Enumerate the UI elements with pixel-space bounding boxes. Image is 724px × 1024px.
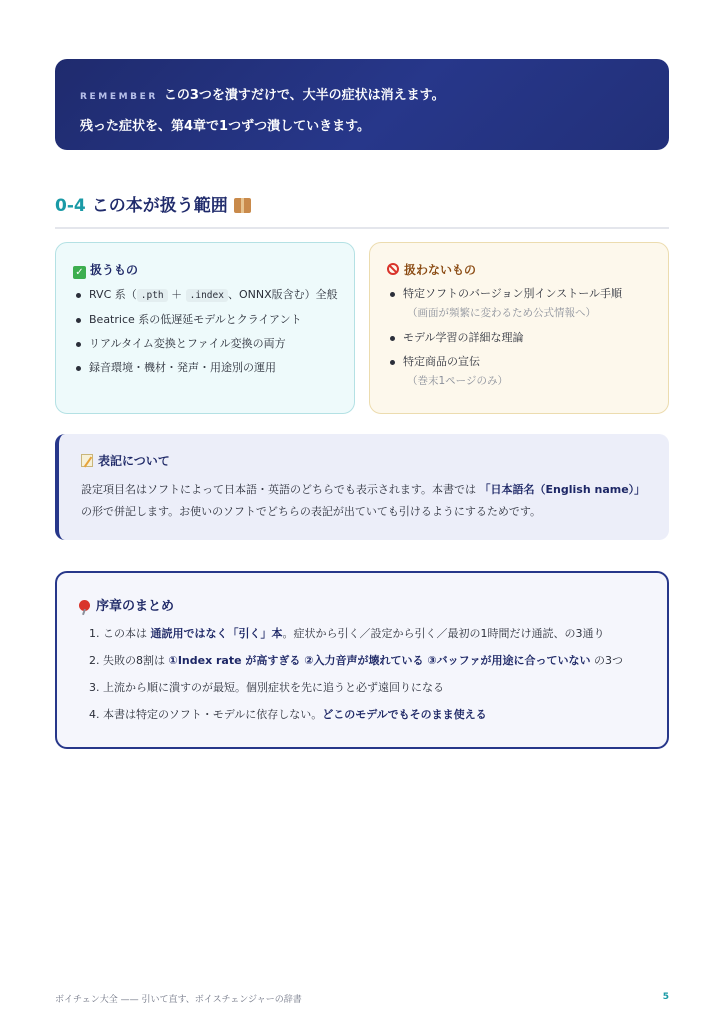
package-icon: [234, 198, 251, 213]
remember-callout: [55, 59, 669, 150]
item-number: 1.: [89, 627, 103, 640]
list-item: [387, 286, 652, 322]
list-item: [89, 626, 647, 642]
item-text: モデル学習の詳細な理論: [403, 331, 524, 344]
item-text: 特定商品の宣伝: [403, 355, 480, 368]
page-number: 5: [662, 992, 669, 1002]
item-emphasis: ①Index rate が高すぎる ②入力音声が壊れている ③バッファが用途に合っていない: [168, 654, 591, 667]
summary-title-row: [79, 595, 647, 614]
item-note: （画面が頻繁に変わるため公式情報へ）: [407, 307, 596, 319]
no-entry-icon: [387, 263, 399, 275]
list-item: [387, 330, 652, 346]
list-item: Beatrice 系の低遅延モデルとクライアント: [73, 312, 338, 328]
notation-body: [81, 479, 649, 523]
item-text: 失敗の8割は: [103, 654, 169, 667]
item-text: 特定ソフトのバージョン別インストール手順: [403, 287, 623, 300]
list-item: [89, 653, 647, 669]
list-item: 録音環境・機材・発声・用途別の運用: [73, 360, 338, 376]
notation-emphasis: 「日本語名（English name）」: [479, 483, 646, 496]
notation-text: 設定項目名はソフトによって日本語・英語のどちらでも表示されます。本書では: [81, 483, 480, 496]
item-text: この本は: [103, 627, 151, 640]
list-item: [387, 354, 652, 390]
code-pth: .pth: [137, 289, 168, 302]
code-index: .index: [186, 289, 228, 302]
pushpin-icon: [79, 600, 90, 611]
covered-title: 扱うもの: [90, 263, 139, 277]
item-text: 。症状から引く／設定から引く／最初の1時間だけ通読、の3通り: [282, 627, 605, 640]
remember-tag: REMEMBER: [80, 92, 158, 102]
item-number: 3.: [89, 681, 103, 694]
item-number: 2.: [89, 654, 103, 667]
remember-text-2: 残った症状を、第4章で1つずつ潰していきます。: [80, 119, 371, 134]
list-item: [89, 707, 647, 723]
page-footer: [55, 992, 669, 1006]
covered-list: [73, 287, 338, 376]
item-text: 本書は特定のソフト・モデルに依存しない。: [103, 708, 323, 721]
item-text: ＋: [171, 288, 183, 301]
list-item: [89, 680, 647, 696]
section-heading: [55, 191, 669, 229]
item-number: 4.: [89, 708, 103, 721]
remember-text-1: この3つを潰すだけで、大半の症状は消えます。: [163, 88, 445, 103]
item-text: 上流から順に潰すのが最短。個別症状を先に追うと必ず遠回りになる: [103, 681, 444, 694]
summary-list: [79, 626, 647, 723]
item-text: RVC 系（: [89, 288, 137, 301]
item-emphasis: 通読用ではなく「引く」本: [150, 627, 283, 640]
section-title: この本が扱う範囲: [91, 196, 228, 216]
notation-title-row: [81, 452, 649, 469]
item-text: の3つ: [590, 654, 623, 667]
section-number: 0-4: [55, 196, 86, 216]
summary-title: 序章のまとめ: [96, 599, 175, 614]
not-covered-card: [369, 242, 669, 414]
item-note: （巻末1ページのみ）: [407, 375, 508, 387]
notation-callout: [55, 434, 669, 540]
remember-line-1: [80, 81, 644, 112]
notation-title: 表記について: [98, 454, 170, 468]
summary-box: [55, 571, 669, 749]
not-covered-title-row: [387, 261, 652, 278]
list-item: [73, 287, 338, 304]
footer-title: ボイチェン大全 —— 引いて直す、ボイスチェンジャーの辞書: [55, 995, 302, 1005]
covered-card: [55, 242, 355, 414]
not-covered-list: [387, 286, 652, 390]
check-icon: ✓: [73, 266, 86, 279]
list-item: リアルタイム変換とファイル変換の両方: [73, 336, 338, 352]
memo-icon: [81, 454, 93, 467]
item-text: 、ONNX版含む）全般: [227, 288, 338, 301]
not-covered-title: 扱わないもの: [404, 263, 477, 277]
covered-title-row: [73, 261, 338, 279]
item-emphasis: どこのモデルでもそのまま使える: [322, 708, 487, 721]
notation-text: の形で併記します。お使いのソフトでどちらの表記が出ていても引けるようにするためです。: [81, 505, 542, 518]
